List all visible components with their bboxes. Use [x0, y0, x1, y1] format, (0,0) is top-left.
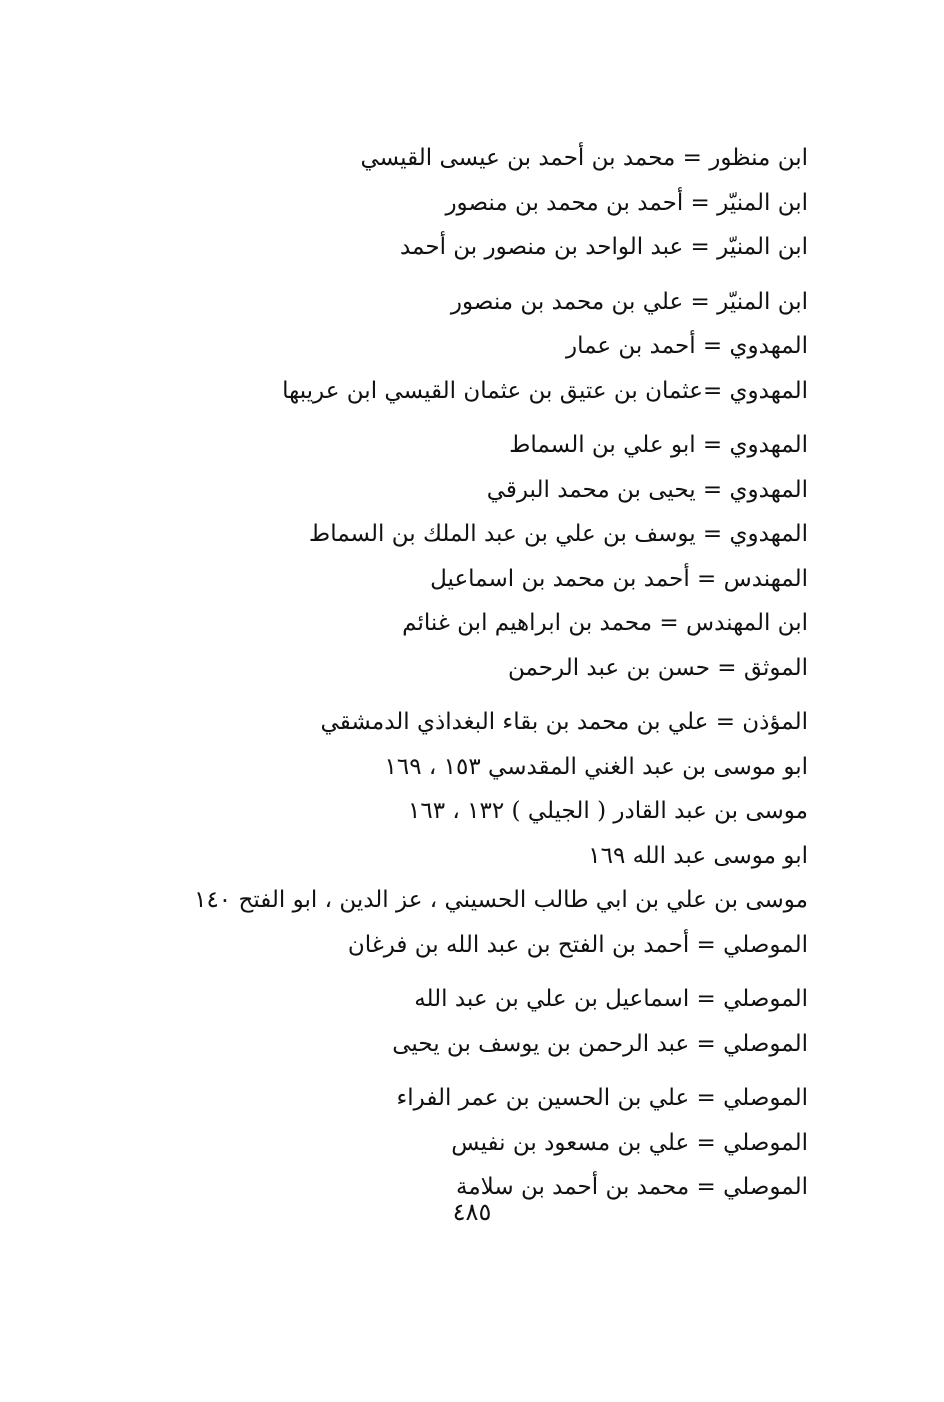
index-entry: المهدوي = ابو علي بن السماط — [509, 432, 808, 458]
entry-group — [194, 700, 808, 967]
index-entry: المهندس = أحمد بن محمد بن اسماعيل — [430, 565, 808, 592]
index-entry: ابن منظور = محمد بن أحمد بن عيسى القيسي — [360, 145, 808, 171]
index-entry: ابن المنيّر = علي بن محمد بن منصور — [450, 288, 808, 315]
index-entry: الموصلي = اسماعيل بن علي بن عبد الله — [414, 986, 808, 1012]
index-entry: المؤذن = علي بن محمد بن بقاء البغداذي الدمشقي — [320, 709, 808, 735]
index-entry: ابن المنيّر = أحمد بن محمد بن منصور — [445, 189, 808, 216]
index-entry: موسى بن علي بن ابي طالب الحسيني ، عز الدين ، ابو الفتح ١٤٠ — [194, 887, 808, 913]
index-entry: موسى بن عبد القادر ( الجيلي ) ١٣٢ ، ١٦٣ — [408, 798, 808, 824]
entry-group — [198, 1076, 808, 1210]
entry-group — [198, 136, 808, 270]
index-entry: الموصلي = علي بن مسعود بن نفيس — [451, 1129, 808, 1156]
entry-group — [198, 423, 808, 690]
index-entry: الموثق = حسن بن عبد الرحمن — [508, 654, 808, 681]
index-entry: المهدوي = أحمد بن عمار — [565, 333, 808, 359]
index-entry: المهدوي = يحيى بن محمد البرقي — [486, 476, 808, 503]
index-entry: الموصلي = علي بن الحسين بن عمر الفراء — [396, 1085, 808, 1111]
index-entry: ابو موسى بن عبد الغني المقدسي ١٥٣ ، ١٦٩ — [384, 753, 808, 780]
entry-group — [198, 280, 808, 414]
index-entry: المهدوي = يوسف بن علي بن عبد الملك بن السماط — [308, 521, 808, 547]
index-entry: الموصلي = محمد بن أحمد بن سلامة — [455, 1174, 808, 1200]
index-entry: الموصلي = أحمد بن الفتح بن عبد الله بن فرغان — [347, 931, 808, 958]
page-number: ٤٨٥ — [452, 1198, 492, 1226]
entry-group — [198, 977, 808, 1066]
index-entry-list — [194, 136, 808, 1220]
index-entry: ابن المهندس = محمد بن ابراهيم ابن غنائم — [402, 610, 808, 636]
index-entry: المهدوي =عثمان بن عتيق بن عثمان القيسي ابن عريبها — [282, 377, 808, 404]
index-entry: ابو موسى عبد الله ١٦٩ — [588, 842, 808, 869]
index-entry: ابن المنيّر = عبد الواحد بن منصور بن أحمد — [399, 234, 808, 260]
index-entry: الموصلي = عبد الرحمن بن يوسف بن يحيى — [392, 1030, 808, 1057]
